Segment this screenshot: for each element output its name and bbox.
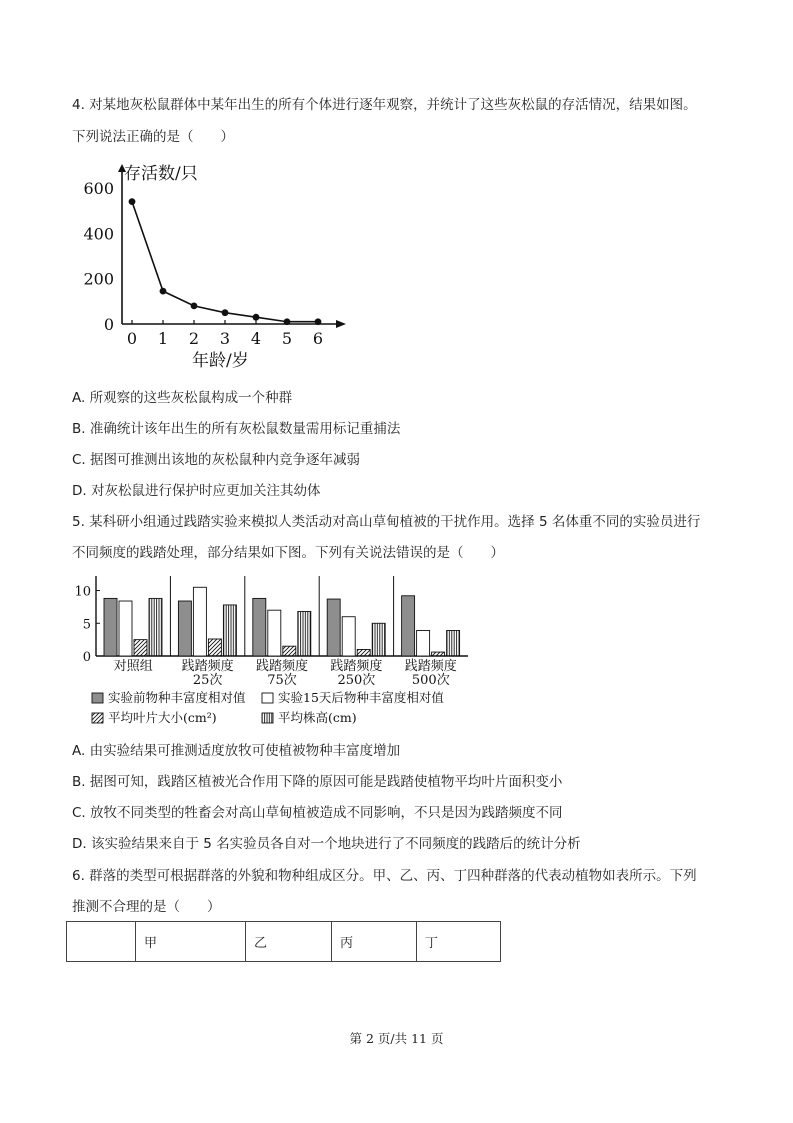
bar [327,599,340,656]
data-point [315,318,322,325]
y-tick-label: 400 [83,224,114,244]
q4-option-a: A. 所观察的这些灰松鼠构成一个种群 [72,390,293,406]
legend-label: 平均叶片大小(cm²) [108,710,217,725]
legend-swatch [262,693,273,703]
category-label: 践踏频度 [255,659,309,674]
bar [223,605,236,656]
x-tick-label: 3 [219,329,231,348]
bar [193,587,206,656]
x-tick-label: 0 [126,329,138,348]
category-label: 250次 [337,673,376,688]
category-label: 践踏频度 [181,659,234,674]
bar [432,652,445,656]
bar [357,649,370,656]
q5-option-c: C. 放牧不同类型的牲畜会对高山草甸植被造成不同影响，不只是因为践踏频度不同 [72,805,563,821]
q4-option-c: C. 据图可推测出该地的灰松鼠种内竞争逐年减弱 [72,452,361,468]
bar [298,611,311,656]
data-point [160,288,167,295]
bar [447,630,460,656]
category-label: 25次 [192,673,223,688]
legend-label: 实验15天后物种丰富度相对值 [278,690,444,705]
q4-stem-line1: 4. 对某地灰松鼠群体中某年出生的所有个体进行逐年观察，并统计了这些灰松鼠的存活情况，结果如图。 [72,97,697,113]
legend-label: 实验前物种丰富度相对值 [108,690,246,705]
x-tick-label: 6 [312,329,324,348]
table-header-cell: 丁 [417,922,501,962]
bar [149,598,162,656]
table-header-cell [67,922,136,962]
bar [253,598,266,656]
category-label: 500次 [411,673,450,688]
bar [119,601,132,656]
category-label: 75次 [267,673,297,688]
bar [178,601,191,656]
y-tick-label: 600 [83,179,114,198]
bar [104,598,117,656]
x-tick-label: 1 [157,329,169,348]
survival-series-line [132,202,318,322]
x-axis-arrow [336,320,346,328]
y-tick-label: 0 [103,315,114,334]
bar [268,610,281,656]
bar [208,639,221,656]
legend-swatch [262,713,273,723]
y-axis-label: 存活数/只 [124,164,198,184]
q5-stem-line2: 不同频度的践踏处理，部分结果如下图。下列有关说法错误的是（ ） [72,545,504,561]
bar [342,617,355,656]
q4-option-b: B. 准确统计该年出生的所有灰松鼠数量需用标记重捕法 [72,421,401,437]
page-footer: 第 2 页/共 11 页 [349,1031,444,1046]
y-tick-label: 200 [83,269,114,289]
table-header-cell: 甲 [136,922,246,962]
x-axis-label: 年龄/岁 [192,351,249,371]
category-label: 践踏频度 [330,659,383,674]
legend-label: 平均株高(cm) [278,710,357,725]
x-tick-label: 4 [250,329,262,348]
q5-option-a: A. 由实验结果可推测适度放牧可使植被物种丰富度增加 [72,743,401,759]
q5-stem-line1: 5. 某科研小组通过践踏实验来模拟人类活动对高山草甸植被的干扰作用。选择 5 名体重不同的实验员进行 [72,514,701,530]
table-header-cell: 丙 [332,922,417,962]
table-header-cell: 乙 [246,922,332,962]
q4-survival-chart [80,160,370,372]
y-tick-label: 10 [74,584,91,600]
bar [283,646,296,656]
category-label: 践踏频度 [404,659,457,674]
bar [372,623,385,656]
q6-table [66,921,501,962]
x-tick-label: 2 [188,329,200,348]
x-tick-label: 5 [281,329,293,348]
q5-trampling-chart [72,572,472,732]
bar [134,640,147,656]
q5-option-d: D. 该实验结果来自于 5 名实验员各自对一个地块进行了不同频度的践踏后的统计分析 [72,836,581,852]
q4-stem-line2: 下列说法正确的是（ ） [72,129,234,145]
data-point [222,309,229,316]
bar [402,596,415,656]
q6-stem-line2: 推测不合理的是（ ） [72,899,221,915]
y-tick-label: 5 [82,617,91,633]
q5-option-b: B. 据图可知，践踏区植被光合作用下降的原因可能是践踏使植物平均叶片面积变小 [72,774,563,790]
y-tick-label: 0 [82,650,91,665]
data-point [191,302,198,309]
category-label: 对照组 [113,659,153,674]
data-point [129,198,136,205]
legend-swatch [92,713,103,723]
data-point [284,318,291,325]
bar [417,630,430,656]
q6-stem-line1: 6. 群落的类型可根据群落的外貌和物种组成区分。甲、乙、丙、丁四种群落的代表动植物如表所示。下列 [72,868,697,884]
data-point [253,314,260,321]
legend-swatch [92,693,103,703]
q4-option-d: D. 对灰松鼠进行保护时应更加关注其幼体 [72,483,321,499]
table-row [67,922,501,962]
